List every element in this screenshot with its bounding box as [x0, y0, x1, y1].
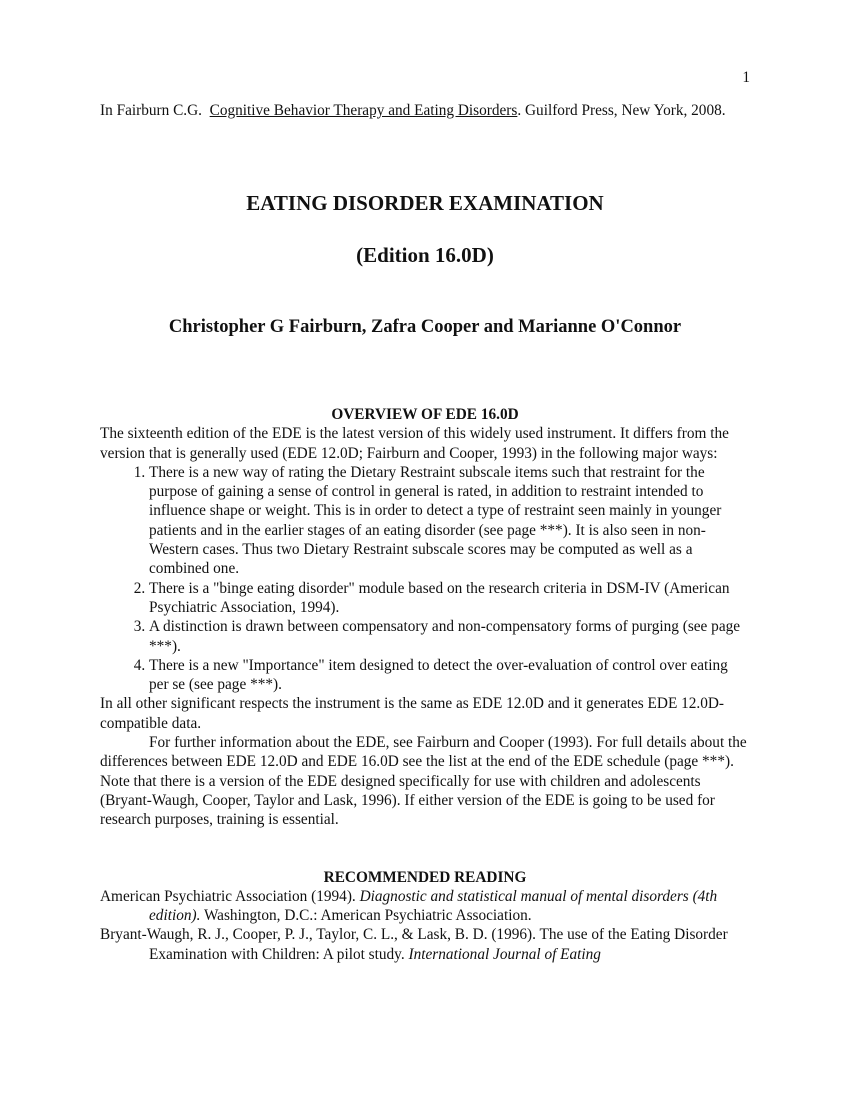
source-citation: [100, 101, 750, 120]
overview-further-info: For further information about the EDE, see Fairburn and Cooper (1993). For full details about the differences between EDE 12.0D and EDE 16.0D see the list at the end of the EDE schedule (page ***). Note that there is a version of the EDE designed specifically for use with children and adolescents (Bryant-Waugh, Cooper, Taylor and Lask, 1996). If either version of the EDE is going to be used for research purposes, training is essential.: [100, 734, 747, 829]
reading-heading: RECOMMENDED READING: [323, 868, 527, 886]
document-edition: (Edition 16.0D): [356, 243, 494, 267]
changes-list: [100, 463, 750, 695]
reference-entry: [100, 925, 750, 964]
list-item: 2. There is a "binge eating disorder" module based on the research criteria in DSM-IV (American Psychiatric Association, 1994).: [149, 579, 750, 618]
reference-text: Bryant-Waugh, R. J., Cooper, P. J., Taylor, C. L., & Lask, B. D. (1996). The use of the Eating Disorder Examination with Children: A pilot study.: [100, 926, 728, 963]
reference-journal: International Journal of Eating: [408, 945, 601, 963]
reference-entry: [100, 887, 750, 926]
document-body: [100, 405, 750, 964]
reference-publisher: Washington, D.C.: American Psychiatric Association.: [203, 907, 532, 925]
reference-title: Diagnostic and statistical manual of mental disorders (4th edition).: [149, 887, 718, 925]
page-number: 1: [742, 69, 750, 86]
reference-text: American Psychiatric Association (1994).: [100, 887, 356, 905]
document-title: EATING DISORDER EXAMINATION: [246, 191, 604, 215]
citation-suffix: . Guilford Press, New York, 2008.: [517, 102, 726, 119]
list-item: 3. A distinction is drawn between compensatory and non-compensatory forms of purging (see page ***).: [149, 617, 750, 656]
citation-book-title: Cognitive Behavior Therapy and Eating Disorders: [209, 102, 518, 119]
overview-heading: OVERVIEW OF EDE 16.0D: [331, 406, 519, 423]
overview-intro: The sixteenth edition of the EDE is the latest version of this widely used instrument. It differs from the version that is generally used (EDE 12.0D; Fairburn and Cooper, 1993) in the following major ways:: [100, 425, 729, 462]
overview-closing: In all other significant respects the instrument is the same as EDE 12.0D and it generates EDE 12.0D-compatible data.: [100, 695, 725, 732]
list-item: 4. There is a new "Importance" item designed to detect the over-evaluation of control over eating per se (see page ***).: [149, 656, 750, 695]
list-item: 1. There is a new way of rating the Dietary Restraint subscale items such that restraint for the purpose of gaining a sense of control in general is rated, in addition to restraint intended to influence shape or weight. This is in order to detect a type of restraint seen mainly in younger patients and in the earlier stages of an eating disorder (see page ***). It is also seen in non-Western cases. Thus two Dietary Restraint subscale scores may be computed as well as a combined one.: [149, 463, 750, 579]
citation-prefix: In Fairburn C.G.: [100, 102, 202, 119]
document-authors: Christopher G Fairburn, Zafra Cooper and Marianne O'Connor: [168, 317, 682, 337]
